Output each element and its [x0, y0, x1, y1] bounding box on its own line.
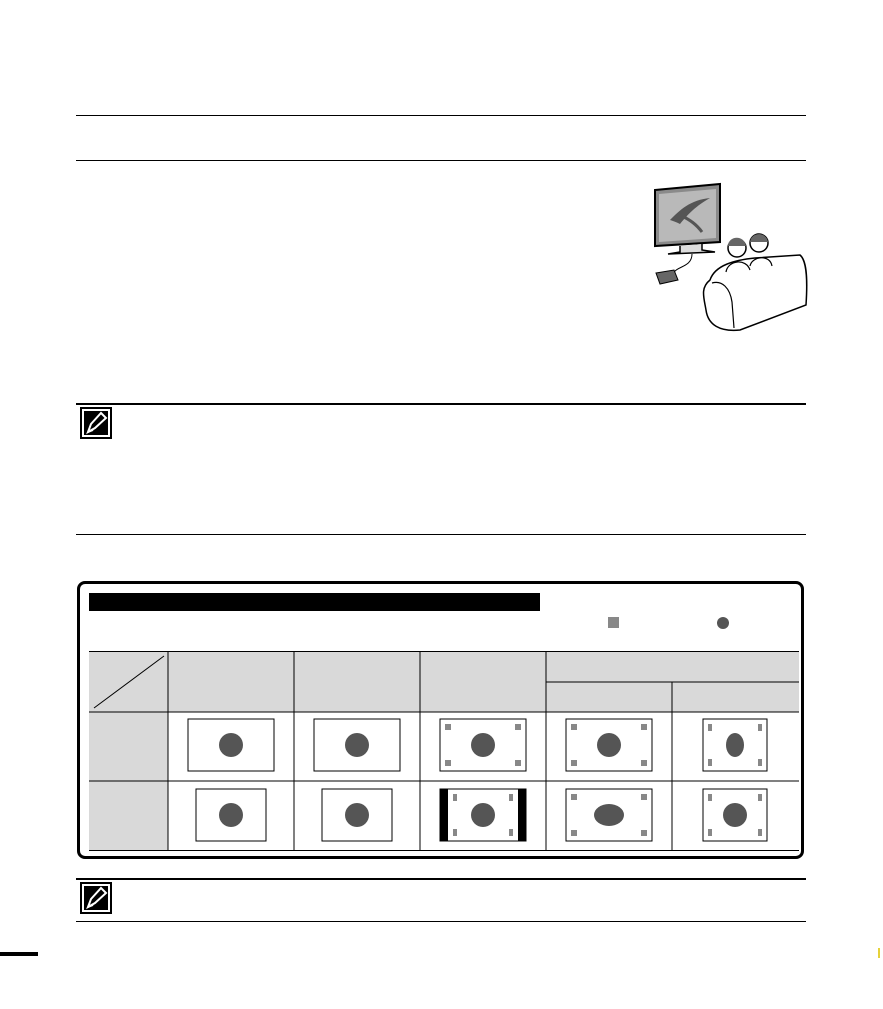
table-title-bar	[89, 593, 540, 611]
cell-r2-c4a	[566, 789, 652, 841]
cell-r1-c4b	[703, 719, 767, 771]
cell-r1-c3	[440, 719, 526, 771]
tv-viewing-illustration	[640, 180, 810, 335]
cell-r1-c2	[314, 719, 400, 771]
top-rule	[76, 115, 806, 116]
subject-circle-legend	[717, 617, 729, 629]
cell-r1-c1	[188, 719, 274, 771]
note2-bottom-rule	[76, 921, 806, 922]
edge-mark	[878, 948, 880, 958]
page-footer-tab	[0, 952, 38, 956]
cell-r2-c4b	[703, 789, 767, 841]
note-bottom-rule	[76, 534, 806, 535]
cell-r2-c3	[440, 789, 526, 841]
pencil-note-icon-2	[79, 881, 113, 915]
note-top-rule	[76, 403, 806, 405]
cell-r2-c1	[196, 789, 266, 841]
cell-r1-c4a	[566, 719, 652, 771]
section-rule	[76, 160, 806, 161]
aspect-ratio-grid	[89, 651, 799, 851]
note2-top-rule	[76, 878, 806, 880]
display-table-panel	[77, 581, 804, 859]
pencil-note-icon	[79, 406, 113, 440]
cell-r2-c2	[322, 789, 392, 841]
guide-mark-square-legend	[608, 617, 619, 628]
